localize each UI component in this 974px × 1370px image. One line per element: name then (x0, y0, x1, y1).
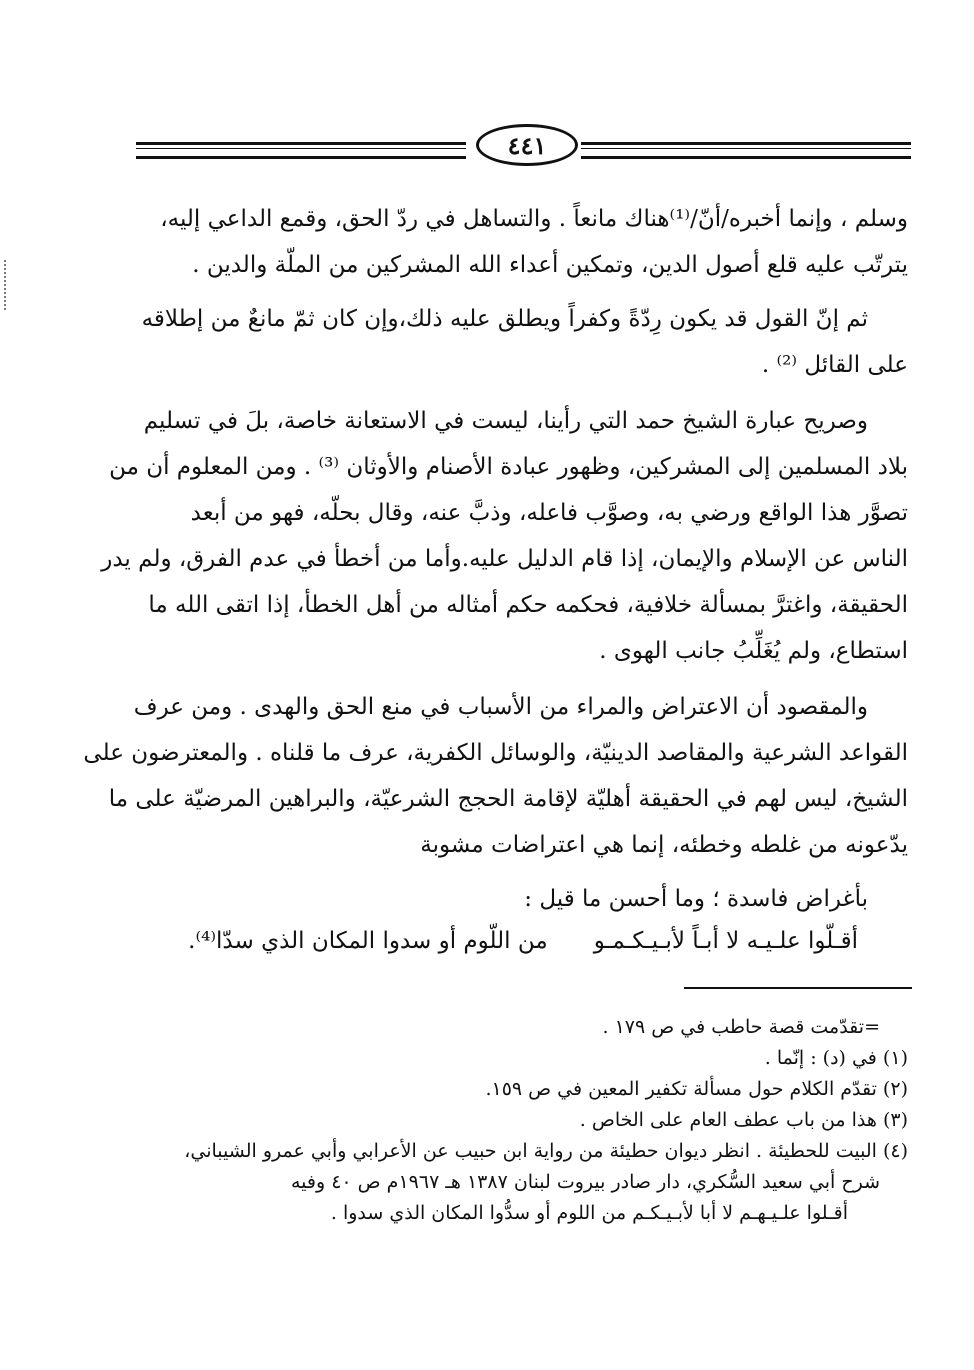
footnote-continuation: =تقدّمت قصة حاطب في ص ١٧٩ . (602, 1016, 880, 1038)
footnote-3: (٣) هذا من باب عطف العام على الخاص . (579, 1109, 908, 1131)
text-line: الناس عن الإسلام والإيمان، إذا قام الدليل عليه.وأما من أخطأ في عدم الفرق، ولم يدر (101, 546, 908, 572)
verse-line (138, 920, 908, 962)
verse-first-hemistich: أقـلّوا علـيـه لا أبـاً لأبـيـكـمـو (593, 928, 858, 954)
text-line: الحقيقة، واغترَّ بمسألة خلافية، فحكمه حكم أمثاله من أهل الخطأ، إذا اتقى الله ما (148, 592, 908, 618)
text-line: يترتّب عليه قلع أصول الدين، وتمكين أعداء الله المشركين من الملّة والدين . (192, 252, 908, 278)
header-rule-right (581, 142, 911, 159)
footnote-2: (٢) تقدّم الكلام حول مسألة تكفير المعين في ص ١٥٩. (485, 1078, 908, 1100)
text-line: بلاد المسلمين إلى المشركين، وظهور عبادة الأصنام والأوثان ⁽³⁾ . ومن المعلوم أن من (109, 454, 908, 480)
text-line: والمقصود أن الاعتراض والمراء من الأسباب في منع الحق والهدى . ومن عرف (133, 694, 868, 720)
poetry-quote (138, 878, 908, 962)
text-line: وسلم ، وإنما أخبره/أنّ/⁽¹⁾هناك مانعاً . والتساهل في ردّ الحق، وقمع الداعي إليه، (160, 206, 908, 232)
footnote-1: (١) في (د) : إنّما . (764, 1047, 908, 1069)
text-line: استطاع، ولم يُغَلِّبُ جانب الهوى . (599, 638, 908, 664)
text-line: وصريح عبارة الشيخ حمد التي رأينا، ليست في الاستعانة خاصة، بلَ في تسليم (143, 408, 868, 434)
text-line: يدّعونه من غلطه وخطئه، إنما هي اعتراضات مشوبة (420, 832, 908, 858)
footnote-4: (٤) البيت للحطيئة . انظر ديوان حطيئة من رواية ابن حبيب عن الأعرابي وأبي عمرو الشيباني، (184, 1140, 908, 1162)
header-rule-left (136, 142, 466, 159)
verse-intro: بأغراض فاسدة ؛ وما أحسن ما قيل : (524, 886, 868, 912)
paragraph-4 (83, 684, 908, 868)
verse-second-hemistich: من اللّوم أو سدوا المكان الذي سدّا⁽⁴⁾. (188, 928, 548, 954)
text-line: على القائل ⁽²⁾ . (761, 352, 908, 378)
footnote-4-continued: شرح أبي سعيد السُّكري، دار صادر بيروت لبنان ١٣٨٧ هـ ١٩٦٧م ص ٤٠ وفيه (290, 1171, 880, 1193)
text-line: ثم إنّ القول قد يكون رِدّةً وكفراً ويطلق عليه ذلك،وإن كان ثمّ مانعٌ من إطلاقه (141, 306, 868, 332)
text-line: تصوَّر هذا الواقع ورضي به، وصوَّب فاعله، وذبَّ عنه، وقال بحلّه، فهو من أبعد (190, 500, 908, 526)
paragraph-3 (101, 398, 908, 674)
paragraph-1 (138, 196, 908, 288)
paragraph-2 (138, 296, 908, 388)
footnote-separator (684, 987, 912, 989)
text-line: القواعد الشرعية والمقاصد الدينيّة، والوسائل الكفرية، عرف ما قلناه . والمعترضون على (83, 740, 908, 766)
footnote-4-verse: أقـلوا علـيـهـم لا أبا لأبـيـكـم من اللوم أو سدُّوا المكان الذي سدوا . (330, 1202, 848, 1224)
page-header (136, 120, 911, 168)
text-line: الشيخ، ليس لهم في الحقيقة أهليّة لإقامة الحجج الشرعيّة، والبراهين المرضيّة على ما (108, 786, 908, 812)
footnotes (138, 1012, 908, 1229)
page-number: ٤٤١ (507, 130, 547, 160)
page-number-badge (476, 124, 578, 166)
scan-margin-mark (4, 260, 10, 310)
